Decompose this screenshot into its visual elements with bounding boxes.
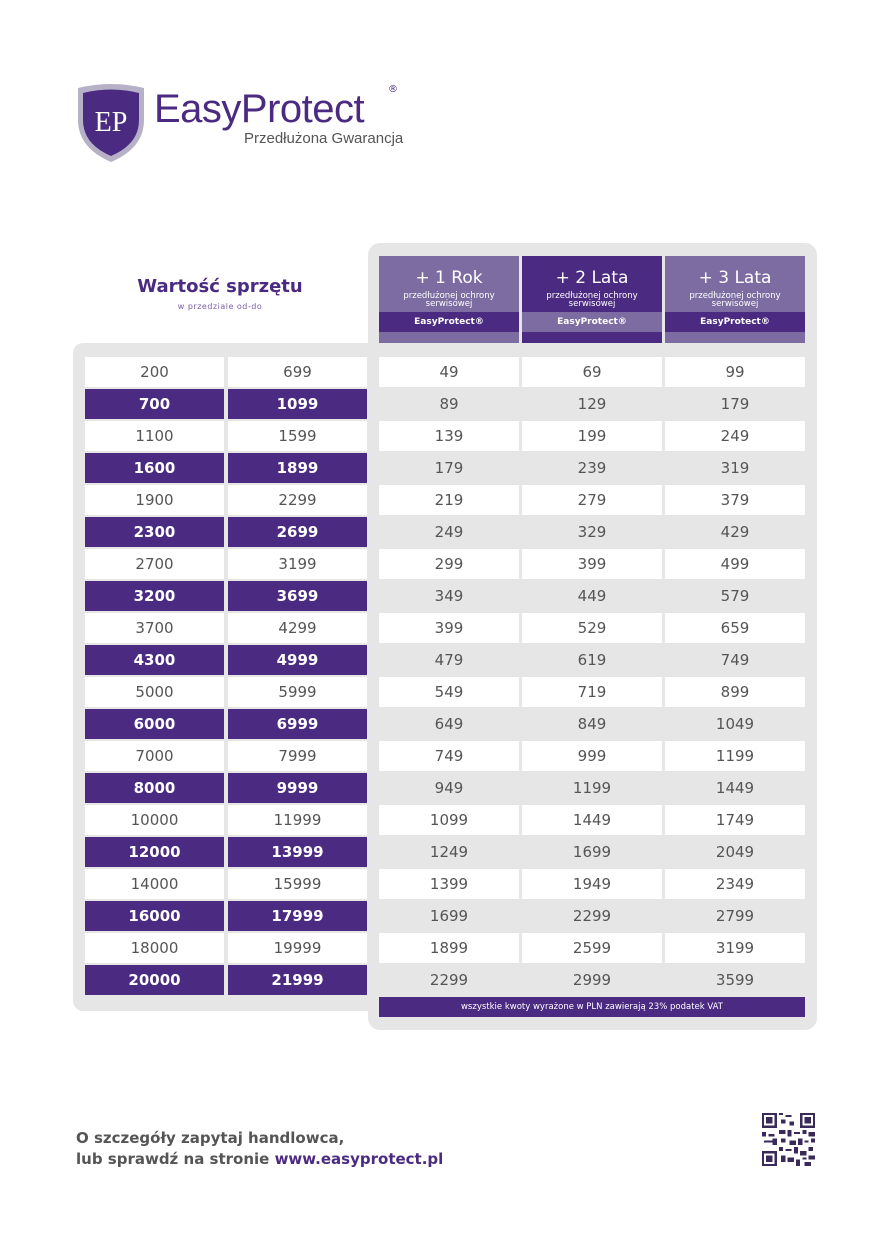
price-2-years: 1699: [522, 837, 662, 867]
price-3-years: 249: [665, 421, 805, 451]
price-2-years: 619: [522, 645, 662, 675]
range-to: 2699: [228, 517, 367, 547]
value-header-title: Wartość sprzętu: [137, 276, 303, 297]
price-2-years: 69: [522, 357, 662, 387]
brand-logo: [74, 84, 414, 168]
range-from: 3200: [85, 581, 224, 611]
plan-title: + 2 Lata: [555, 268, 629, 288]
range-from: 20000: [85, 965, 224, 995]
plan-desc: przedłużonej ochrony serwisowej: [689, 291, 781, 309]
range-to: 1899: [228, 453, 367, 483]
price-2-years: 1199: [522, 773, 662, 803]
price-3-years: 379: [665, 485, 805, 515]
price-1-year: 1099: [379, 805, 519, 835]
range-from: 3700: [85, 613, 224, 643]
plan-desc: przedłużonej ochrony serwisowej: [403, 291, 495, 309]
price-1-year: 1249: [379, 837, 519, 867]
range-to: 2299: [228, 485, 367, 515]
range-from: 10000: [85, 805, 224, 835]
price-2-years: 529: [522, 613, 662, 643]
price-1-year: 1899: [379, 933, 519, 963]
price-3-years: 1199: [665, 741, 805, 771]
price-2-years: 199: [522, 421, 662, 451]
price-2-years: 2999: [522, 965, 662, 995]
range-to: 4999: [228, 645, 367, 675]
price-2-years: 279: [522, 485, 662, 515]
range-from: 1600: [85, 453, 224, 483]
plan-header-3-years: [665, 256, 805, 343]
value-header-subtitle: w przedziale od-do: [177, 302, 263, 311]
range-from: 8000: [85, 773, 224, 803]
price-1-year: 1699: [379, 901, 519, 931]
price-3-years: 579: [665, 581, 805, 611]
price-2-years: 1949: [522, 869, 662, 899]
price-2-years: 1449: [522, 805, 662, 835]
plan-brand: EasyProtect®: [665, 312, 805, 332]
footer-line-2-prefix: lub sprawdź na stronie: [76, 1150, 275, 1168]
range-to: 3699: [228, 581, 367, 611]
shield-logo-icon: [74, 84, 148, 164]
price-2-years: 129: [522, 389, 662, 419]
plan-brand: EasyProtect®: [522, 312, 662, 332]
price-2-years: 2299: [522, 901, 662, 931]
range-from: 1900: [85, 485, 224, 515]
range-from: 4300: [85, 645, 224, 675]
range-to: 699: [228, 357, 367, 387]
price-3-years: 499: [665, 549, 805, 579]
price-1-year: 749: [379, 741, 519, 771]
price-2-years: 999: [522, 741, 662, 771]
price-3-years: 319: [665, 453, 805, 483]
plan-title: + 3 Lata: [698, 268, 772, 288]
price-1-year: 139: [379, 421, 519, 451]
plan-header-1-year: [379, 256, 519, 343]
price-3-years: 659: [665, 613, 805, 643]
range-to: 7999: [228, 741, 367, 771]
plan-header-2-years: [522, 256, 662, 343]
range-to: 9999: [228, 773, 367, 803]
brand-tagline: Przedłużona Gwarancja: [244, 130, 404, 147]
price-2-years: 399: [522, 549, 662, 579]
range-from: 18000: [85, 933, 224, 963]
price-3-years: 749: [665, 645, 805, 675]
price-1-year: 249: [379, 517, 519, 547]
price-1-year: 49: [379, 357, 519, 387]
plan-title: + 1 Rok: [415, 268, 483, 288]
price-1-year: 1399: [379, 869, 519, 899]
price-1-year: 549: [379, 677, 519, 707]
range-to: 19999: [228, 933, 367, 963]
price-1-year: 949: [379, 773, 519, 803]
range-from: 1100: [85, 421, 224, 451]
price-3-years: 2049: [665, 837, 805, 867]
vat-note: wszystkie kwoty wyrażone w PLN zawierają 23% podatek VAT: [379, 997, 805, 1017]
range-from: 7000: [85, 741, 224, 771]
plan-brand: EasyProtect®: [379, 312, 519, 332]
price-3-years: 179: [665, 389, 805, 419]
range-to: 5999: [228, 677, 367, 707]
footer-line-2: [76, 1149, 443, 1170]
price-1-year: 349: [379, 581, 519, 611]
range-to: 11999: [228, 805, 367, 835]
range-from: 16000: [85, 901, 224, 931]
registered-mark: ®: [388, 84, 398, 95]
price-1-year: 479: [379, 645, 519, 675]
price-3-years: 429: [665, 517, 805, 547]
price-3-years: 3199: [665, 933, 805, 963]
range-from: 200: [85, 357, 224, 387]
price-1-year: 219: [379, 485, 519, 515]
range-to: 3199: [228, 549, 367, 579]
price-3-years: 1049: [665, 709, 805, 739]
price-2-years: 2599: [522, 933, 662, 963]
range-to: 13999: [228, 837, 367, 867]
price-3-years: 899: [665, 677, 805, 707]
price-1-year: 89: [379, 389, 519, 419]
price-1-year: 649: [379, 709, 519, 739]
range-from: 700: [85, 389, 224, 419]
range-from: 6000: [85, 709, 224, 739]
price-1-year: 2299: [379, 965, 519, 995]
price-3-years: 2349: [665, 869, 805, 899]
price-3-years: 2799: [665, 901, 805, 931]
price-2-years: 719: [522, 677, 662, 707]
price-1-year: 299: [379, 549, 519, 579]
range-to: 1099: [228, 389, 367, 419]
range-to: 15999: [228, 869, 367, 899]
range-from: 12000: [85, 837, 224, 867]
range-to: 4299: [228, 613, 367, 643]
website-link[interactable]: www.easyprotect.pl: [274, 1150, 444, 1168]
footer-line-1: O szczegóły zapytaj handlowca,: [76, 1129, 345, 1147]
range-to: 1599: [228, 421, 367, 451]
price-3-years: 1749: [665, 805, 805, 835]
range-from: 2700: [85, 549, 224, 579]
range-to: 21999: [228, 965, 367, 995]
footer-text: [76, 1128, 443, 1170]
range-to: 17999: [228, 901, 367, 931]
range-from: 2300: [85, 517, 224, 547]
price-3-years: 99: [665, 357, 805, 387]
price-2-years: 849: [522, 709, 662, 739]
price-3-years: 3599: [665, 965, 805, 995]
brand-name: EasyProtect: [154, 87, 365, 131]
range-from: 5000: [85, 677, 224, 707]
range-from: 14000: [85, 869, 224, 899]
price-1-year: 399: [379, 613, 519, 643]
svg-text:EP: EP: [94, 107, 128, 138]
range-to: 6999: [228, 709, 367, 739]
price-2-years: 329: [522, 517, 662, 547]
plan-desc: przedłużonej ochrony serwisowej: [546, 291, 638, 309]
price-2-years: 449: [522, 581, 662, 611]
qr-code-icon: [762, 1113, 815, 1166]
price-1-year: 179: [379, 453, 519, 483]
price-3-years: 1449: [665, 773, 805, 803]
price-2-years: 239: [522, 453, 662, 483]
